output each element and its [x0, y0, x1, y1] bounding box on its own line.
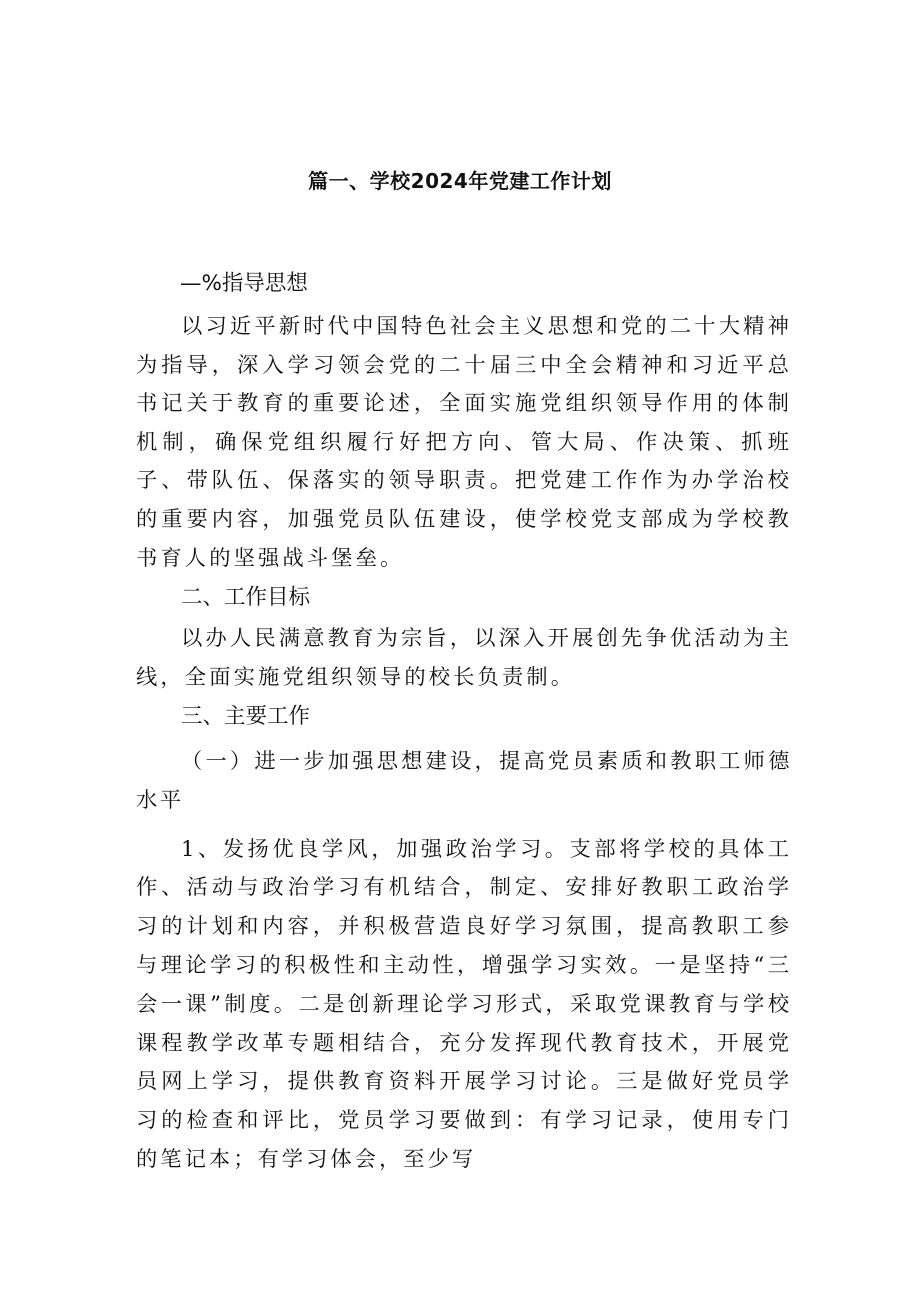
- paragraph-item-1: 1、发扬优良学风，加强政治学习。支部将学校的具体工作、活动与政治学习有机结合，制定、安排好教职工政治学习的计划和内容，并积极营造良好学习氛围，提高教职工参与理论学习的积极性和主动性，增强学习实效。一是坚持“三会一课”制度。二是创新理论学习形式，采取党课教育与学校课程教学改革专题相结合，充分发挥现代教育技术，开展党员网上学习，提供教育资料开展学习讨论。三是做好党员学习的检查和评比，党员学习要做到：有学习记录，使用专门的笔记本；有学习体会，至少写: [136, 836, 792, 1172]
- document-body: [136, 268, 792, 1180]
- paragraph-work-goals: 以办人民满意教育为宗旨，以深入开展创先争优活动为主线，全面实施党组织领导的校长负责制。: [136, 626, 792, 690]
- section-heading-work-goals: 二、工作目标: [181, 585, 311, 611]
- section-heading-guiding-ideology: —%指导思想: [180, 271, 308, 296]
- document-title: 篇一、学校2024年党建工作计划: [308, 169, 612, 193]
- subsection-heading-ideological-building: （一）进一步加强思想建设，提高党员素质和教职工师德水平: [136, 749, 792, 813]
- paragraph-guiding-ideology: 以习近平新时代中国特色社会主义思想和党的二十大精神为指导，深入学习领会党的二十届三中全会精神和习近平总书记关于教育的重要论述，全面实施党组织领导作用的体制机制，确保党组织履行好把方向、管大局、作决策、抓班子、带队伍、保落实的领导职责。把党建工作作为办学治校的重要内容，加强党员队伍建设，使学校党支部成为学校教书育人的坚强战斗堡垒。: [136, 314, 792, 571]
- section-heading-main-work: 三、主要工作: [181, 704, 311, 730]
